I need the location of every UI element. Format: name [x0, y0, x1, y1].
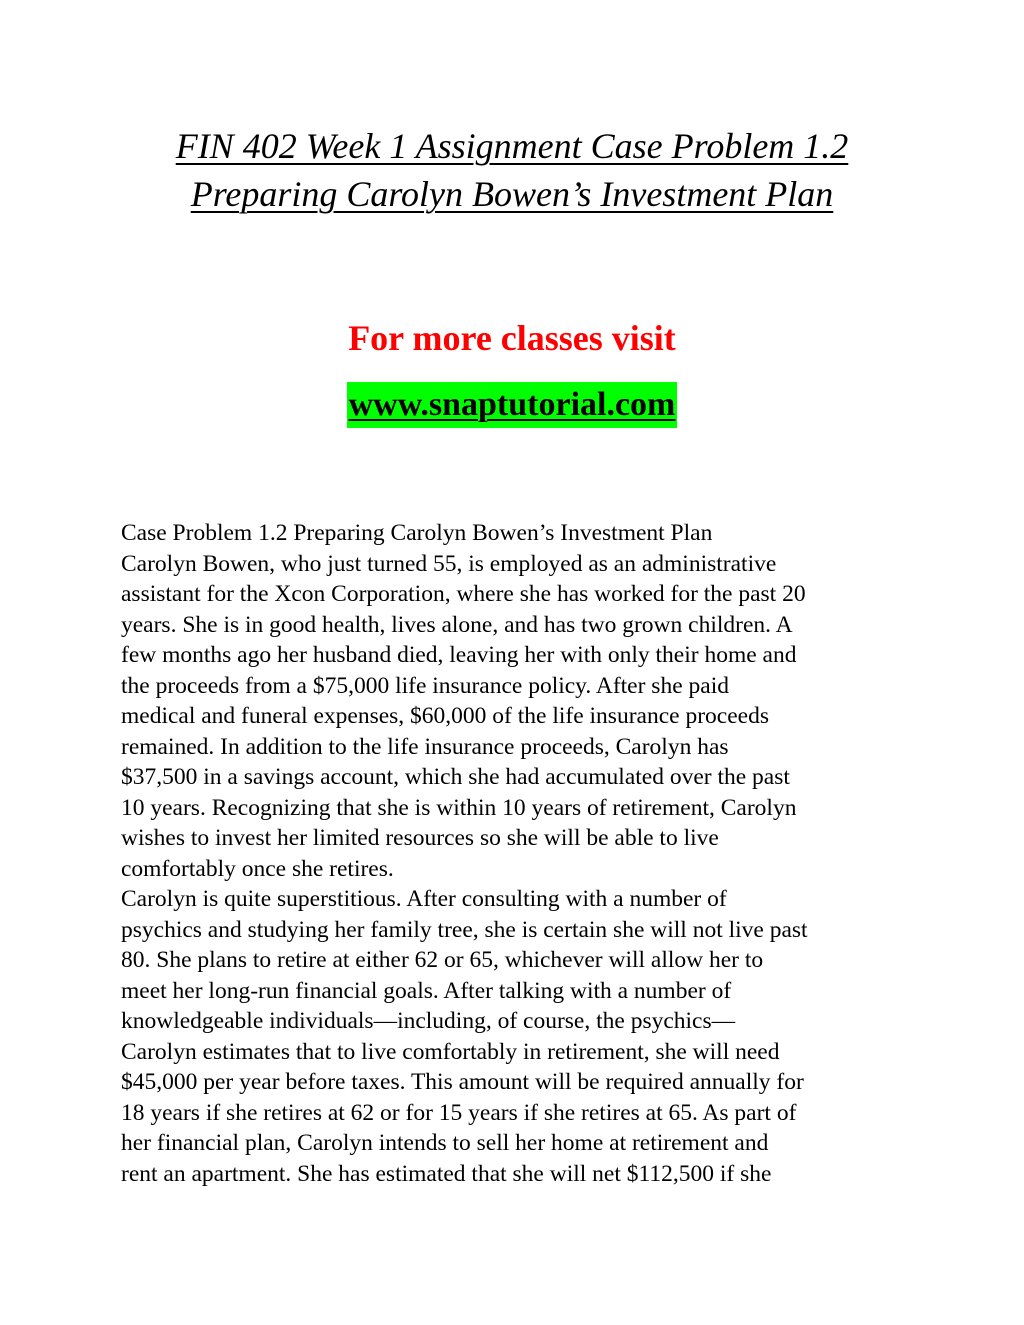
body-line: $37,500 in a savings account, which she had accumulated over the past: [121, 764, 790, 790]
body-line: 80. She plans to retire at either 62 or 65, whichever will allow her to: [121, 947, 764, 973]
body-line: the proceeds from a $75,000 life insurance policy. After she paid: [121, 672, 729, 699]
promo-link-container: [0, 382, 1024, 428]
body-line: assistant for the Xcon Corporation, where she has worked for the past 20: [121, 581, 806, 607]
body-line: psychics and studying her family tree, she is certain she will not live past: [121, 916, 808, 943]
body-line: her financial plan, Carolyn intends to sell her home at retirement and: [121, 1130, 769, 1156]
body-line: wishes to invest her limited resources so she will be able to live: [121, 825, 719, 851]
promo-heading: [0, 314, 1024, 362]
body-line: comfortably once she retires.: [121, 855, 394, 882]
promo-link[interactable]: www.snaptutorial.com: [347, 382, 678, 428]
title-line-2: Preparing Carolyn Bowen’s Investment Plan: [190, 174, 834, 214]
body-line: Carolyn is quite superstitious. After consulting with a number of: [121, 886, 727, 912]
title-line-1: FIN 402 Week 1 Assignment Case Problem 1.2: [175, 126, 849, 166]
body-line: Carolyn Bowen, who just turned 55, is employed as an administrative: [121, 550, 777, 577]
body-line: knowledgeable individuals—including, of course, the psychics—: [121, 1008, 736, 1034]
body-line: Carolyn estimates that to live comfortably in retirement, she will need: [121, 1038, 780, 1065]
case-problem-body: [121, 518, 911, 1189]
body-line: medical and funeral expenses, $60,000 of the life insurance proceeds: [121, 703, 769, 729]
body-line: $45,000 per year before taxes. This amount will be required annually for: [121, 1069, 804, 1095]
promo-text: For more classes visit: [348, 318, 676, 358]
body-line: Case Problem 1.2 Preparing Carolyn Bowen’s Investment Plan: [121, 520, 713, 546]
body-line: years. She is in good health, lives alone, and has two grown children. A: [121, 611, 793, 638]
body-line: remained. In addition to the life insurance proceeds, Carolyn has: [121, 733, 729, 760]
body-line: 10 years. Recognizing that she is within 10 years of retirement, Carolyn: [121, 794, 797, 821]
body-line: meet her long-run financial goals. After talking with a number of: [121, 977, 732, 1004]
body-line: few months ago her husband died, leaving her with only their home and: [121, 642, 797, 668]
document-title: [0, 122, 1024, 218]
body-line: 18 years if she retires at 62 or for 15 years if she retires at 65. As part of: [121, 1099, 797, 1126]
body-line: rent an apartment. She has estimated that she will net $112,500 if she: [121, 1160, 772, 1187]
